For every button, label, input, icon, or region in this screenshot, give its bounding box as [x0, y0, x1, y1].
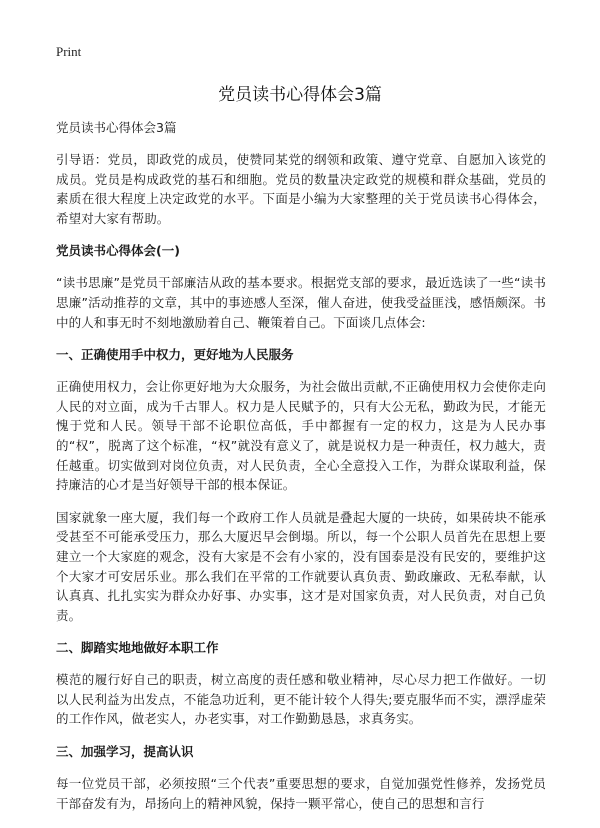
heading-power: 一、正确使用手中权力，更好地为人民服务 [56, 347, 294, 363]
document-subtitle: 党员读书心得体会3篇 [56, 120, 177, 135]
intro-paragraph: 引导语：党员，即政党的成员，使赞同某党的纲领和政策、遵守党章、自愿加入该党的成员。党员是构成政党的基石和细胞。党员的数量决定政党的规模和群众基础，党员的素质在很大程度上决定政党的水平。下面是小编为大家整理的关于党员读书心得体会，希望对大家有帮助。 [56, 152, 546, 226]
paragraph-power-usage: 正确使用权力，会让你更好地为大众服务，为社会做出贡献,不正确使用权力会使你走向人民的对立面，成为千古罪人。权力是人民赋予的，只有大公无私，勤政为民，才能无愧于党和人民。领导干部不论职位高低，手中都握有一定的权力，这是为人民办事的“权”，脱离了这个标准，“权”就没有意义了，就是说权力是一种责任，权力越大，责任越重。切实做到对岗位负责，对人民负责，全心全意投入工作，为群众谋取利益，保持廉洁的心才是当好领导干部的根本保证。 [56, 379, 546, 493]
page-title: 党员读书心得体会3篇 [218, 85, 382, 105]
paragraph-nation-building: 国家就象一座大厦，我们每一个政府工作人员就是叠起大厦的一块砖，如果砖块不能承受甚至不可能承受压力，那么大厦迟早会倒塌。所以，每一个公职人员首先在思想上要建立一个大家庭的观念，没有大家是不会有小家的，没有国泰是没有民安的，要维护这个大家才可安居乐业。那么我们在平常的工作就要认真负责、勤政廉政、无私奉献，认认真真、扎扎实实为群众办好事、办实事，这才是对国家负责，对人民负责，对自己负责。 [56, 509, 546, 623]
paragraph-study: 每一位党员干部，必须按照“三个代表”重要思想的要求，自觉加强党性修养，发扬党员干部奋发有为，昂扬向上的精神风貌，保持一颗平常心，使自己的思想和言行 [56, 776, 546, 811]
section-one-intro-paragraph: “读书思廉”是党员干部廉洁从政的基本要求。根据党支部的要求，最近选读了一些“读书思廉”活动推荐的文章，其中的事迹感人至深，催人奋进，使我受益匪浅，感悟颇深。书中的人和事无时不刻地激励着自己、鞭策着自己。下面谈几点体会: [56, 275, 546, 330]
paragraph-duty: 模范的履行好自己的职责，树立高度的责任感和敬业精神，尽心尽力把工作做好。一切以人民利益为出发点，不能急功近利，更不能计较个人得失;要克服华而不实，漂浮虚荣的工作作风，做老实人，办老实事，对工作勤勤恳恳，求真务实。 [56, 672, 546, 727]
print-label: Print [56, 44, 82, 59]
section-one-title: 党员读书心得体会(一) [56, 243, 180, 259]
heading-study: 三、加强学习，提高认识 [56, 744, 194, 760]
document-body [56, 118, 546, 826]
heading-duty: 二、脚踏实地地做好本职工作 [56, 640, 219, 656]
